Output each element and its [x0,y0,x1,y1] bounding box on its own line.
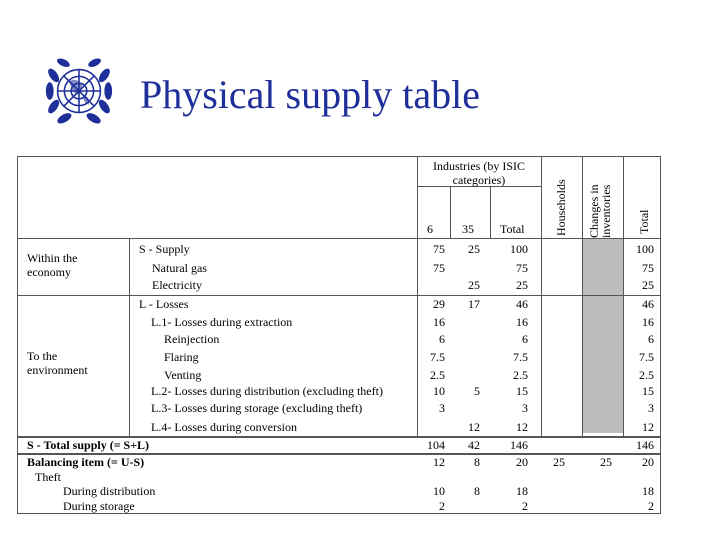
cell-c35: 8 [474,455,480,469]
row-label: S - Supply [139,242,190,256]
group-to-environment: To the environment [27,349,88,377]
cell-c6: 12 [433,455,445,469]
cell-tot: 3 [648,401,654,415]
cell-tot: 15 [642,384,654,398]
cell-ctot: 100 [510,242,528,256]
cell-tot: 7.5 [639,350,654,364]
row-label: Electricity [152,278,202,292]
cell-tot: 18 [642,484,654,498]
cell-tot: 75 [642,261,654,275]
cell-c6: 10 [433,384,445,398]
cell-ctot: 146 [510,438,528,452]
cell-c6: 6 [439,332,445,346]
cell-c35: 12 [468,420,480,434]
cell-ctot: 15 [516,384,528,398]
cell-ctot: 75 [516,261,528,275]
row-label: Theft [35,470,61,484]
shaded-cells [582,238,623,433]
header-col-6: 6 [427,222,433,236]
row-label: Reinjection [164,332,220,346]
header-industries: Industries (by ISIC categories) [433,159,525,187]
cell-c6: 2 [439,499,445,513]
cell-c6: 2.5 [430,368,445,382]
row-label: L.1- Losses during extraction [151,315,293,329]
cell-c35: 17 [468,297,480,311]
cell-tot: 25 [642,278,654,292]
header-col-total: Total [500,222,525,236]
un-emblem-logo [40,52,118,130]
cell-c35: 25 [468,242,480,256]
row-label: During distribution [63,484,156,498]
row-label: L.3- Losses during storage (excluding theft) [151,401,363,415]
header-col-35: 35 [462,222,474,236]
cell-tot: 46 [642,297,654,311]
row-label: L.2- Losses during distribution (excluding theft) [151,384,383,398]
cell-tot: 2 [648,499,654,513]
cell-ctot: 7.5 [513,350,528,364]
cell-ctot: 25 [516,278,528,292]
cell-tot: 100 [636,242,654,256]
cell-c6: 104 [427,438,445,452]
cell-tot: 12 [642,420,654,434]
cell-hh: 25 [553,455,565,469]
cell-c6: 16 [433,315,445,329]
physical-supply-table [17,156,661,514]
cell-tot: 20 [642,455,654,469]
group-within-economy: Within the economy [27,251,78,279]
header-changes-in-inventories [588,158,612,238]
cell-c35: 8 [474,484,480,498]
row-label: Venting [164,368,202,382]
cell-tot: 2.5 [639,368,654,382]
cell-ctot: 16 [516,315,528,329]
row-label: Flaring [164,350,199,364]
cell-tot: 16 [642,315,654,329]
header-total: Total [637,209,651,234]
cell-ctot: 46 [516,297,528,311]
cell-c35: 42 [468,438,480,452]
cell-c6: 10 [433,484,445,498]
cell-ctot: 12 [516,420,528,434]
row-label: Balancing item (= U-S) [27,455,145,469]
header-changes-inv-text: Changes in inventories [587,184,613,238]
slide-title: Physical supply table [140,72,480,117]
row-label: L - Losses [139,297,189,311]
header-households: Households [554,179,568,236]
cell-ctot: 2 [522,499,528,513]
cell-c6: 7.5 [430,350,445,364]
row-label: Natural gas [152,261,207,275]
row-label: S - Total supply (= S+L) [27,438,150,452]
cell-c6: 75 [433,261,445,275]
row-label: L.4- Losses during conversion [151,420,297,434]
cell-c6: 3 [439,401,445,415]
cell-c35: 25 [468,278,480,292]
cell-tot: 146 [636,438,654,452]
row-label: During storage [63,499,135,513]
cell-ctot: 2.5 [513,368,528,382]
cell-ctot: 6 [522,332,528,346]
cell-c6: 75 [433,242,445,256]
cell-ctot: 3 [522,401,528,415]
cell-tot: 6 [648,332,654,346]
cell-ctot: 18 [516,484,528,498]
cell-c35: 5 [474,384,480,398]
cell-ctot: 20 [516,455,528,469]
cell-ci: 25 [600,455,612,469]
cell-c6: 29 [433,297,445,311]
